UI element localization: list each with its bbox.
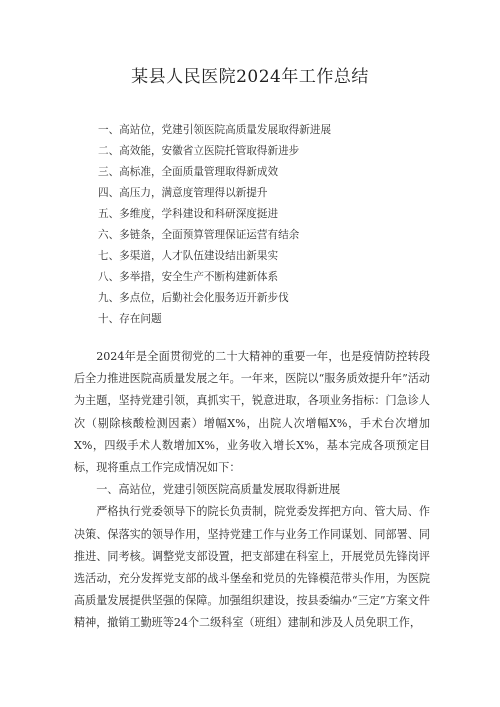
toc-item: 一、高站位，党建引领医院高质量发展取得新进展 — [98, 124, 332, 136]
toc-item: 二、高效能，安徽省立医院托管取得新进步 — [98, 145, 300, 157]
toc-item: 三、高标准，全面质量管理取得新成效 — [98, 166, 279, 178]
table-of-contents — [98, 120, 331, 330]
toc-item: 八、多举措，安全生产不断构建新体系 — [98, 271, 279, 283]
section-paragraph: 严格执行党委领导下的院长负责制，院党委发挥把方向、管大局、作决策、保落实的领导作用，坚持党建工作与业务工作同谋划、同部署、同推进、同考核。调整党支部设置，把支部建在科室上，开展党员先锋岗评选活动，充分发挥党支部的战斗堡垒和党员的先锋模范带头作用，为医院高质量发展提供坚强的保障。加强组织建设，按县委编办“三定”方案文件精神，撤销工勤班等24个二级科室（班组）建制和涉及人员免职工作， — [74, 505, 430, 630]
toc-item: 五、多维度，学科建设和科研深度挺进 — [98, 208, 279, 220]
toc-item: 七、多渠道，人才队伍建设结出新果实 — [98, 250, 279, 262]
toc-item: 九、多点位，后勤社会化服务迈开新步伐 — [98, 292, 289, 304]
section-heading: 一、高站位，党建引领医院高质量发展取得新进展 — [96, 483, 341, 497]
document-title: 某县人民医院2024年工作总结 — [131, 67, 369, 87]
intro-paragraph: 2024年是全面贯彻党的二十大精神的重要一年，也是疫情防控转段后全力推进医院高质量发展之年。一年来，医院以“服务质效提升年”活动为主题，坚持党建引领，真抓实干，锐意进取，各项业务指标：门急诊人次（剔除核酸检测因素）增幅X%，出院人次增幅X%，手术台次增加X%，四级手术人数增加X%，业务收入增长X%，基本完成各项预定目标，现将重点工作完成情况如下： — [74, 350, 430, 475]
toc-item: 十、存在问题 — [98, 313, 162, 325]
toc-item: 四、高压力，满意度管理得以新提升 — [98, 187, 268, 199]
toc-item: 六、多链条，全面预算管理保证运营有结余 — [98, 229, 300, 241]
document-body — [74, 346, 430, 635]
